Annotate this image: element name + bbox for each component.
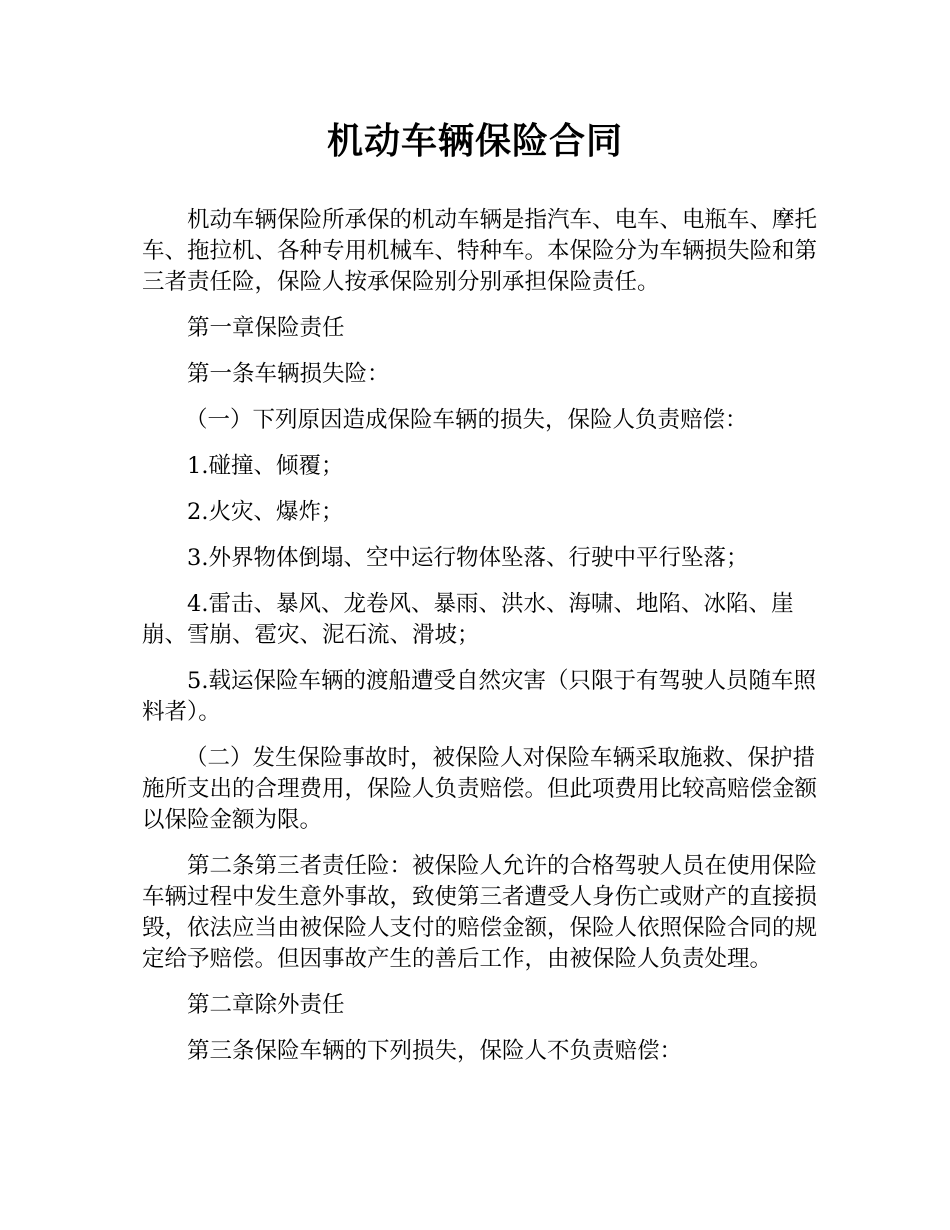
chapter-heading: 第二章除外责任: [187, 992, 345, 1018]
article-paragraph: 第二条第三者责任险：被保险人允许的合格驾驶人员在使用保险车辆过程中发生意外事故，致使第三者遭受人身伤亡或财产的直接损毁，依法应当由被保险人支付的赔偿金额，保险人依照保险合同的规定给予赔偿。但因事故产生的善后工作，由被保险人负责处理。: [142, 853, 818, 972]
chapter-heading: 第一章保险责任: [187, 315, 345, 341]
clause-paragraph: （二）发生保险事故时，被保险人对保险车辆采取施救、保护措施所支出的合理费用，保险人负责赔偿。但此项费用比较高赔偿金额以保险金额为限。: [142, 745, 818, 833]
document-body: [142, 205, 832, 1082]
list-item: 4.雷击、暴风、龙卷风、暴雨、洪水、海啸、地陷、冰陷、崖崩、雪崩、雹灾、泥石流、滑坡；: [142, 591, 794, 648]
list-item: 5.载运保险车辆的渡船遭受自然灾害（只限于有驾驶人员随车照料者）。: [142, 668, 816, 725]
article-heading: 第一条车辆损失险：: [187, 361, 390, 387]
list-item: 1.碰撞、倾覆；: [187, 453, 344, 479]
intro-paragraph: 机动车辆保险所承保的机动车辆是指汽车、电车、电瓶车、摩托车、拖拉机、各种专用机械车、特种车。本保险分为车辆损失险和第三者责任险，保险人按承保险别分别承担保险责任。: [142, 207, 818, 295]
list-item: 3.外界物体倒塌、空中运行物体坠落、行驶中平行坠落；: [187, 545, 749, 571]
clause-paragraph: （一）下列原因造成保险车辆的损失，保险人负责赔偿：: [185, 407, 748, 433]
article-paragraph: 第三条保险车辆的下列损失，保险人不负责赔偿：: [187, 1038, 683, 1064]
document-title: 机动车辆保险合同: [326, 121, 623, 162]
list-item: 2.火灾、爆炸；: [187, 499, 344, 525]
